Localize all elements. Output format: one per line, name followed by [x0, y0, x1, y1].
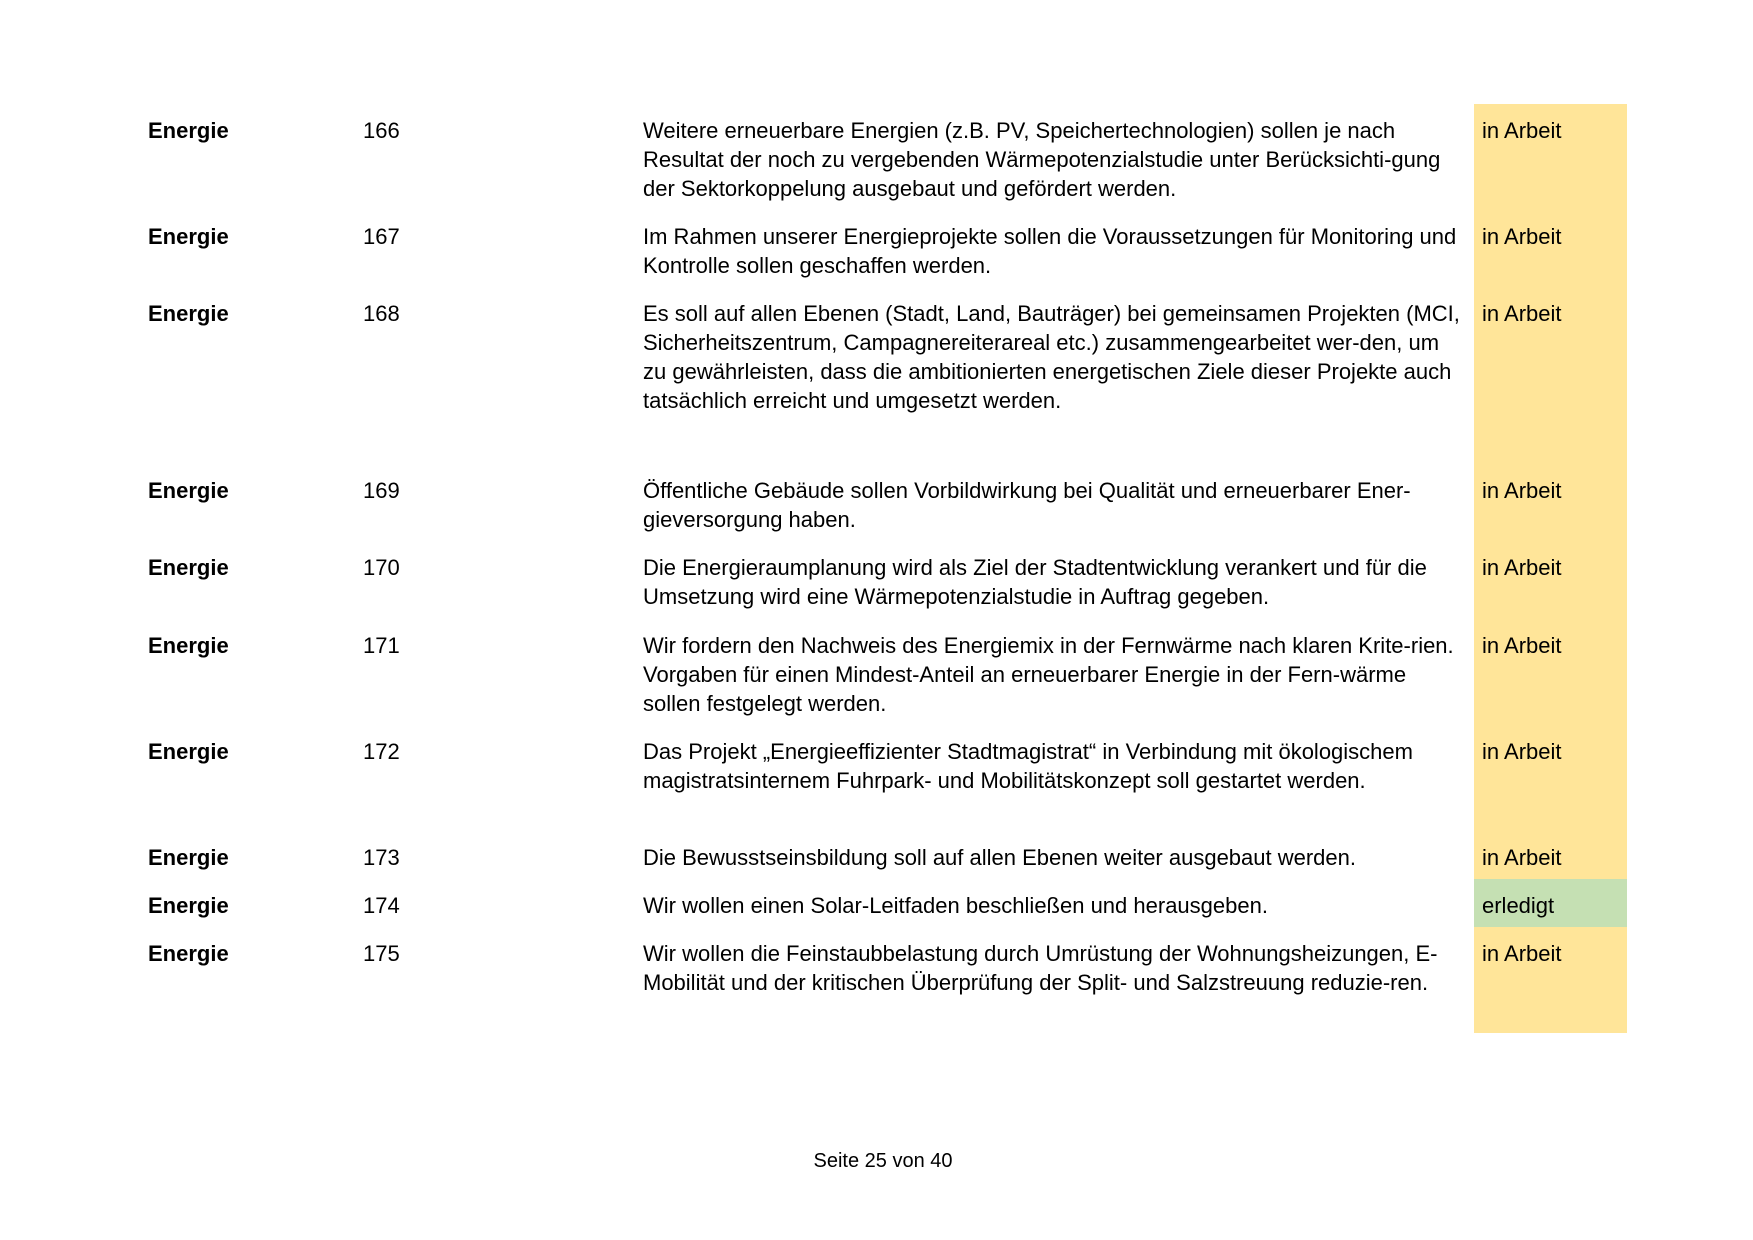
status-cell: in Arbeit — [1474, 464, 1627, 541]
topic-cell: Energie — [148, 845, 229, 870]
topic-cell: Energie — [148, 301, 229, 326]
number-cell: 168 — [363, 301, 400, 326]
page-number: Seite 25 von 40 — [813, 1150, 953, 1172]
status-cell: in Arbeit — [1474, 287, 1627, 464]
status-cell: in Arbeit — [1474, 210, 1627, 287]
status-cell: in Arbeit — [1474, 104, 1627, 210]
measure-text: Wir fordern den Nachweis des Energiemix in der Fernwärme nach klaren Krite-rien. Vorgaben für einen Mindest-Anteil an erneuerbarer Energie in der Fern-wärme sollen festgelegt werden. — [643, 633, 1454, 716]
topic-cell: Energie — [148, 633, 229, 658]
topic-cell: Energie — [148, 224, 229, 249]
table-row — [0, 619, 1753, 725]
table-row — [0, 879, 1753, 927]
status-cell: in Arbeit — [1474, 619, 1627, 725]
table-row — [0, 464, 1753, 541]
table-row — [0, 541, 1753, 619]
table-row — [0, 104, 1753, 210]
topic-cell: Energie — [148, 941, 229, 966]
topic-cell: Energie — [148, 893, 229, 918]
number-cell: 169 — [363, 478, 400, 503]
measure-text: Es soll auf allen Ebenen (Stadt, Land, Bauträger) bei gemeinsamen Projekten (MCI, Sicherheitszentrum, Campagnereiterareal etc.) zusammengearbeitet wer-den, um zu gewährleisten, dass die ambitionierten energetischen Ziele dieser Projekte auch tatsächlich erreicht und umgesetzt werden. — [643, 301, 1460, 413]
number-cell: 167 — [363, 224, 400, 249]
number-cell: 175 — [363, 941, 400, 966]
number-cell: 172 — [363, 739, 400, 764]
table-row — [0, 831, 1753, 879]
table-row — [0, 725, 1753, 831]
status-cell: in Arbeit — [1474, 541, 1627, 619]
measure-text: Öffentliche Gebäude sollen Vorbildwirkung bei Qualität und erneuerbarer Ener-gieversorgung haben. — [643, 478, 1411, 532]
number-cell: 170 — [363, 555, 400, 580]
table-row — [0, 927, 1753, 1033]
measure-text: Im Rahmen unserer Energieprojekte sollen die Voraussetzungen für Monitoring und Kontrolle sollen geschaffen werden. — [643, 224, 1457, 278]
status-cell: in Arbeit — [1474, 725, 1627, 831]
measure-text: Die Energieraumplanung wird als Ziel der Stadtentwicklung verankert und für die Umsetzung wird eine Wärmepotenzialstudie in Auftrag gegeben. — [643, 555, 1427, 609]
table-row — [0, 210, 1753, 287]
table-row — [0, 287, 1753, 464]
measure-text: Das Projekt „Energieeffizienter Stadtmagistrat“ in Verbindung mit ökologischem magistratsinternem Fuhrpark- und Mobilitätskonzept soll gestartet werden. — [643, 739, 1413, 793]
number-cell: 166 — [363, 118, 400, 143]
number-cell: 174 — [363, 893, 400, 918]
status-cell: in Arbeit — [1474, 831, 1627, 879]
topic-cell: Energie — [148, 555, 229, 580]
measure-text: Die Bewusstseinsbildung soll auf allen Ebenen weiter ausgebaut werden. — [643, 845, 1357, 870]
status-cell: in Arbeit — [1474, 927, 1627, 1033]
topic-cell: Energie — [148, 118, 229, 143]
number-cell: 171 — [363, 633, 400, 658]
topic-cell: Energie — [148, 478, 229, 503]
measure-text: Weitere erneuerbare Energien (z.B. PV, Speichertechnologien) sollen je nach Resultat der noch zu vergebenden Wärmepotenzialstudie unter Berücksichti-gung der Sektorkoppelung ausgebaut und gefördert werden. — [643, 118, 1441, 201]
measure-text: Wir wollen einen Solar-Leitfaden beschließen und herausgeben. — [643, 893, 1268, 918]
status-cell: erledigt — [1474, 879, 1627, 927]
number-cell: 173 — [363, 845, 400, 870]
topic-cell: Energie — [148, 739, 229, 764]
measure-text: Wir wollen die Feinstaubbelastung durch Umrüstung der Wohnungsheizungen, E-Mobilität und der kritischen Überprüfung der Split- und Salzstreuung reduzie-ren. — [643, 941, 1438, 995]
